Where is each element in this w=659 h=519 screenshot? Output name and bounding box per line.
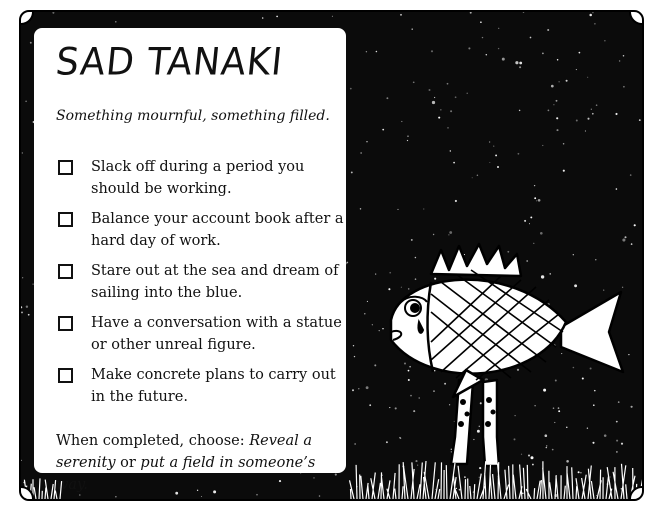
move-text: Balance your account book after a hard day of work. — [91, 211, 344, 249]
checkbox-icon[interactable] — [58, 160, 73, 175]
completion-option-b: put a field in someone’s way. — [56, 455, 316, 493]
completion-option-a: Reveal a serenity — [56, 433, 313, 471]
checkbox-icon[interactable] — [58, 264, 73, 279]
move-text: Stare out at the sea and dream of sailing into the blue. — [91, 263, 339, 301]
card-title: SAD TANAKI — [53, 40, 286, 85]
move-item[interactable] — [56, 260, 346, 304]
checkbox-icon[interactable] — [58, 368, 73, 383]
card-subtitle: Something mournful, something filled. — [56, 108, 330, 124]
move-text: Have a conversation with a statue or other unreal figure. — [91, 315, 342, 353]
move-item[interactable] — [56, 312, 346, 356]
checkbox-icon[interactable] — [58, 316, 73, 331]
card — [19, 10, 644, 501]
move-text: Make concrete plans to carry out in the future. — [91, 367, 336, 405]
fish-creature-icon — [371, 232, 631, 482]
move-item[interactable] — [56, 364, 346, 408]
completion-joiner: or — [115, 455, 141, 471]
move-text: Slack off during a period you should be working. — [91, 159, 305, 197]
completion-prefix: When completed, choose: — [56, 433, 250, 449]
checkbox-icon[interactable] — [58, 212, 73, 227]
card-text-panel — [34, 28, 346, 493]
completion-text — [56, 430, 346, 496]
move-item[interactable] — [56, 156, 346, 200]
move-checklist — [56, 156, 346, 416]
move-item[interactable] — [56, 208, 346, 252]
